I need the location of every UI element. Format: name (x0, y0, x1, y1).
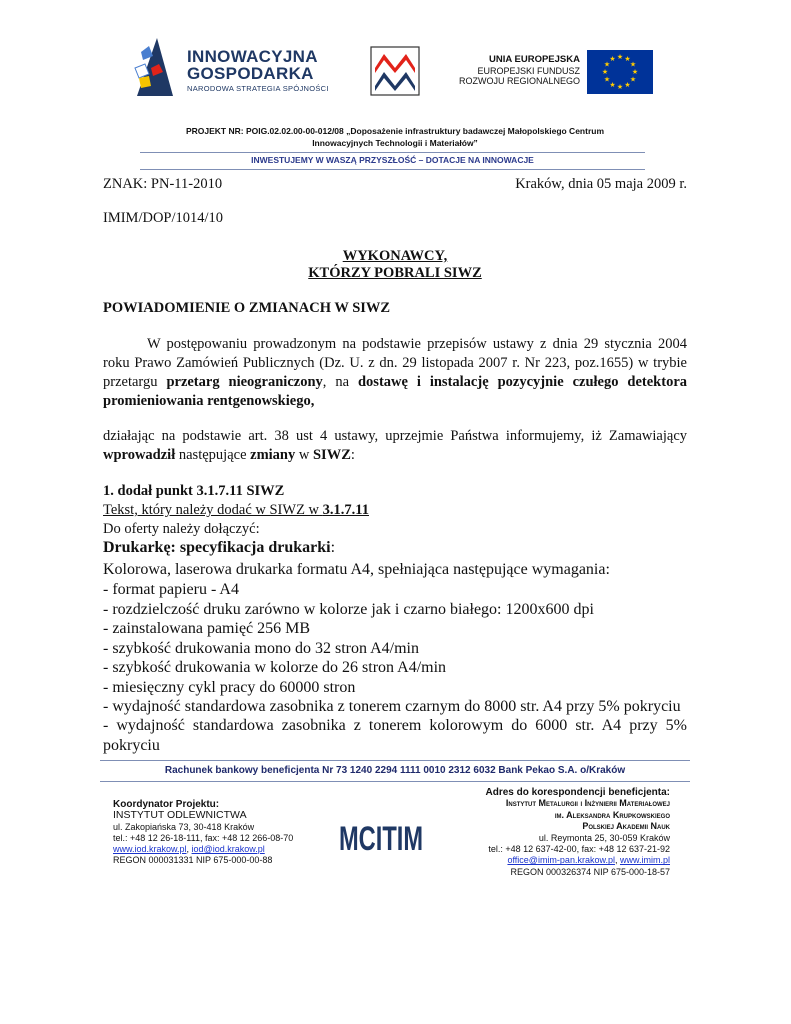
svg-text:★: ★ (609, 81, 616, 89)
eu-line3: ROZWOJU REGIONALNEGO (458, 75, 580, 86)
p2-l2a: wprowadził (103, 447, 176, 463)
tekst-a: Tekst, który należy dodać w SIWZ w (103, 502, 320, 518)
bank-account: Rachunek bankowy beneficjenta Nr 73 1240 2294 1111 0010 2312 6032 Bank Pekao S.A. o/Kraków (164, 765, 626, 776)
attach-label: Do oferty należy dołączyć: (103, 521, 260, 537)
adres-tel: tel.: +48 12 637-42-00, fax: +48 12 637-21-92 (488, 844, 670, 855)
project-line2: Innowacyjnych Technologii i Materiałów” (312, 137, 478, 148)
koord-links (113, 844, 293, 855)
p2-l2f: : (350, 447, 355, 463)
p2-l2d: w (298, 447, 310, 463)
koord-tel: tel.: +48 12 26-18-111, fax: +48 12 266-08-70 (113, 832, 294, 843)
svg-text:★: ★ (624, 55, 631, 63)
innowacyjna-gospodarka-logo (135, 38, 335, 98)
svg-text:★: ★ (631, 68, 639, 76)
eu-flag-icon (587, 50, 653, 94)
para2-line2 (103, 447, 355, 464)
para1-line3 (103, 374, 687, 391)
svg-text:★: ★ (629, 75, 637, 84)
p1-l3c: , na (322, 374, 350, 390)
spec-item: - zainstalowana pamięć 256 MB (103, 620, 311, 637)
doc-reference: IMIM/DOP/1014/10 (103, 210, 224, 226)
spec-item: - format papieru - A4 (103, 581, 239, 598)
koord-sep: , (186, 844, 192, 855)
project-line1: PROJEKT NR: POIG.02.02.00-00-012/08 „Doposażenie infrastruktury badawczej Małopolskiego Centrum (185, 126, 605, 136)
section1-heading: 1. dodał punkt 3.1.7.11 SIWZ (103, 483, 285, 499)
printer-spec-heading (103, 539, 335, 557)
invest-slogan: INWESTUJEMY W WASZĄ PRZYSZŁOŚĆ – DOTACJE NA INNOWACJE (251, 155, 534, 165)
mcitim-wordmark: MCITIM (339, 820, 423, 858)
eu-line1: UNIA EUROPEJSKA (489, 54, 580, 65)
ig-line3: NARODOWA STRATEGIA SPÓJNOŚCI (187, 84, 329, 93)
adres-addr: ul. Reymonta 25, 30-059 Kraków (538, 832, 670, 843)
para2-line1: działając na podstawie art. 38 ust 4 ustawy, uprzejmie Państwa informujemy, iż Zamawiający (103, 428, 687, 444)
spec-item: - szybkość drukowania w kolorze do 26 stron A4/min (103, 659, 447, 676)
para1-line4: promieniowania rentgenowskiego, (103, 393, 315, 409)
addressee-line1: WYKONAWCY, (342, 248, 448, 264)
project-info (130, 126, 660, 150)
svg-text:★: ★ (603, 60, 611, 69)
spec-item: Kolorowa, laserowa drukarka formatu A4, spełniająca następujące wymagania: (103, 561, 610, 578)
footer-rule-top (100, 760, 690, 761)
spec-item: - szybkość drukowania mono do 32 stron A4/min (103, 640, 419, 657)
ig-line2: GOSPODARKA (187, 64, 314, 83)
coordinator-block (113, 799, 293, 867)
druk-bold: Drukarkę: specyfikacja drukarki (103, 539, 331, 556)
adres-regon: REGON 000326374 NIP 675-000-18-57 (510, 866, 670, 877)
spec-item: - rozdzielczość druku zarówno w kolorze jak i czarno białego: 1200x600 dpi (103, 601, 594, 618)
header-rule-bottom (140, 169, 645, 170)
p1-l3d: dostawę i instalację pozycyjnie czułego detektora (357, 374, 688, 390)
adres-l3: Polskiej Akademii Nauk (582, 821, 670, 832)
ig-star-icon (135, 38, 185, 98)
adres-links (440, 855, 670, 866)
svg-text:★: ★ (616, 83, 624, 91)
svg-text:★: ★ (629, 60, 637, 69)
koord-inst: INSTYTUT ODLEWNICTWA (113, 809, 247, 822)
mcitim-footer-logo (336, 808, 426, 858)
svg-text:★: ★ (616, 53, 624, 61)
addressee-line2: KTÓRZY POBRALI SIWZ (308, 265, 482, 281)
koord-regon: REGON 000031331 NIP 675-000-00-88 (113, 855, 273, 866)
spec-item: - miesięczny cykl pracy do 60000 stron (103, 679, 356, 696)
adres-l2: im. Aleksandra Krupkowskiego (554, 809, 670, 820)
eu-line2: EUROPEJSKI FUNDUSZ (477, 65, 580, 76)
doc-subject: POWIADOMIENIE O ZMIANACH W SIWZ (103, 300, 391, 316)
adres-sep: , (614, 855, 620, 866)
para1-line2: roku Prawo Zamówień Publicznych (Dz. U. z dn. 29 listopada 2007 r. Nr 223, poz.1655) w trybie (103, 355, 687, 371)
header-rule (140, 152, 645, 153)
p1-l3b: przetarg nieograniczony (166, 374, 323, 390)
koord-www-link[interactable]: www.iod.krakow.pl (113, 844, 187, 855)
p1-l3a: przetargu (103, 374, 158, 390)
para1-line1: W postępowaniu prowadzonym na podstawie przepisów ustawy z dnia 29 stycznia 2004 (147, 336, 687, 352)
doc-sign: ZNAK: PN-11-2010 (103, 176, 223, 192)
mcitim-header-logo (370, 46, 420, 96)
druk-colon: : (330, 539, 336, 556)
ig-line1: INNOWACYJNA (187, 47, 318, 66)
p2-l2c: zmiany (250, 447, 296, 463)
adres-www-link[interactable]: www.imim.pl (619, 855, 670, 866)
koord-title: Koordynator Projektu: (113, 799, 220, 810)
spec-item-last-line1: - wydajność standardowa zasobnika z tonerem kolorowym do 6000 str. A4 przy 5% (103, 717, 687, 734)
koord-addr: ul. Zakopiańska 73, 30-418 Kraków (113, 821, 255, 832)
spec-item-last-line2: pokryciu (103, 737, 160, 754)
adres-email-link[interactable]: office@imim-pan.krakow.pl (507, 855, 615, 866)
correspondence-block (440, 787, 670, 878)
svg-text:★: ★ (609, 55, 616, 63)
p2-l2e: SIWZ (312, 447, 351, 463)
koord-email-link[interactable]: iod@iod.krakow.pl (191, 844, 265, 855)
adres-l1: Instytut Metalurgii i Inżynierii Materiałowej (505, 798, 670, 809)
footer-rule-bottom (100, 781, 690, 782)
spec-item: - wydajność standardowa zasobnika z tonerem czarnym do 8000 str. A4 przy 5% pokryciu (103, 698, 681, 715)
p2-l2b: następujące (178, 447, 247, 463)
svg-text:★: ★ (601, 68, 609, 76)
doc-date: Kraków, dnia 05 maja 2009 r. (515, 176, 687, 192)
adres-title: Adres do korespondencji beneficjenta: (485, 787, 670, 798)
svg-text:★: ★ (603, 75, 611, 84)
eu-label (455, 55, 580, 86)
tekst-b: 3.1.7.11 (322, 502, 369, 518)
svg-text:★: ★ (624, 81, 631, 89)
section1-text-label (103, 502, 369, 519)
